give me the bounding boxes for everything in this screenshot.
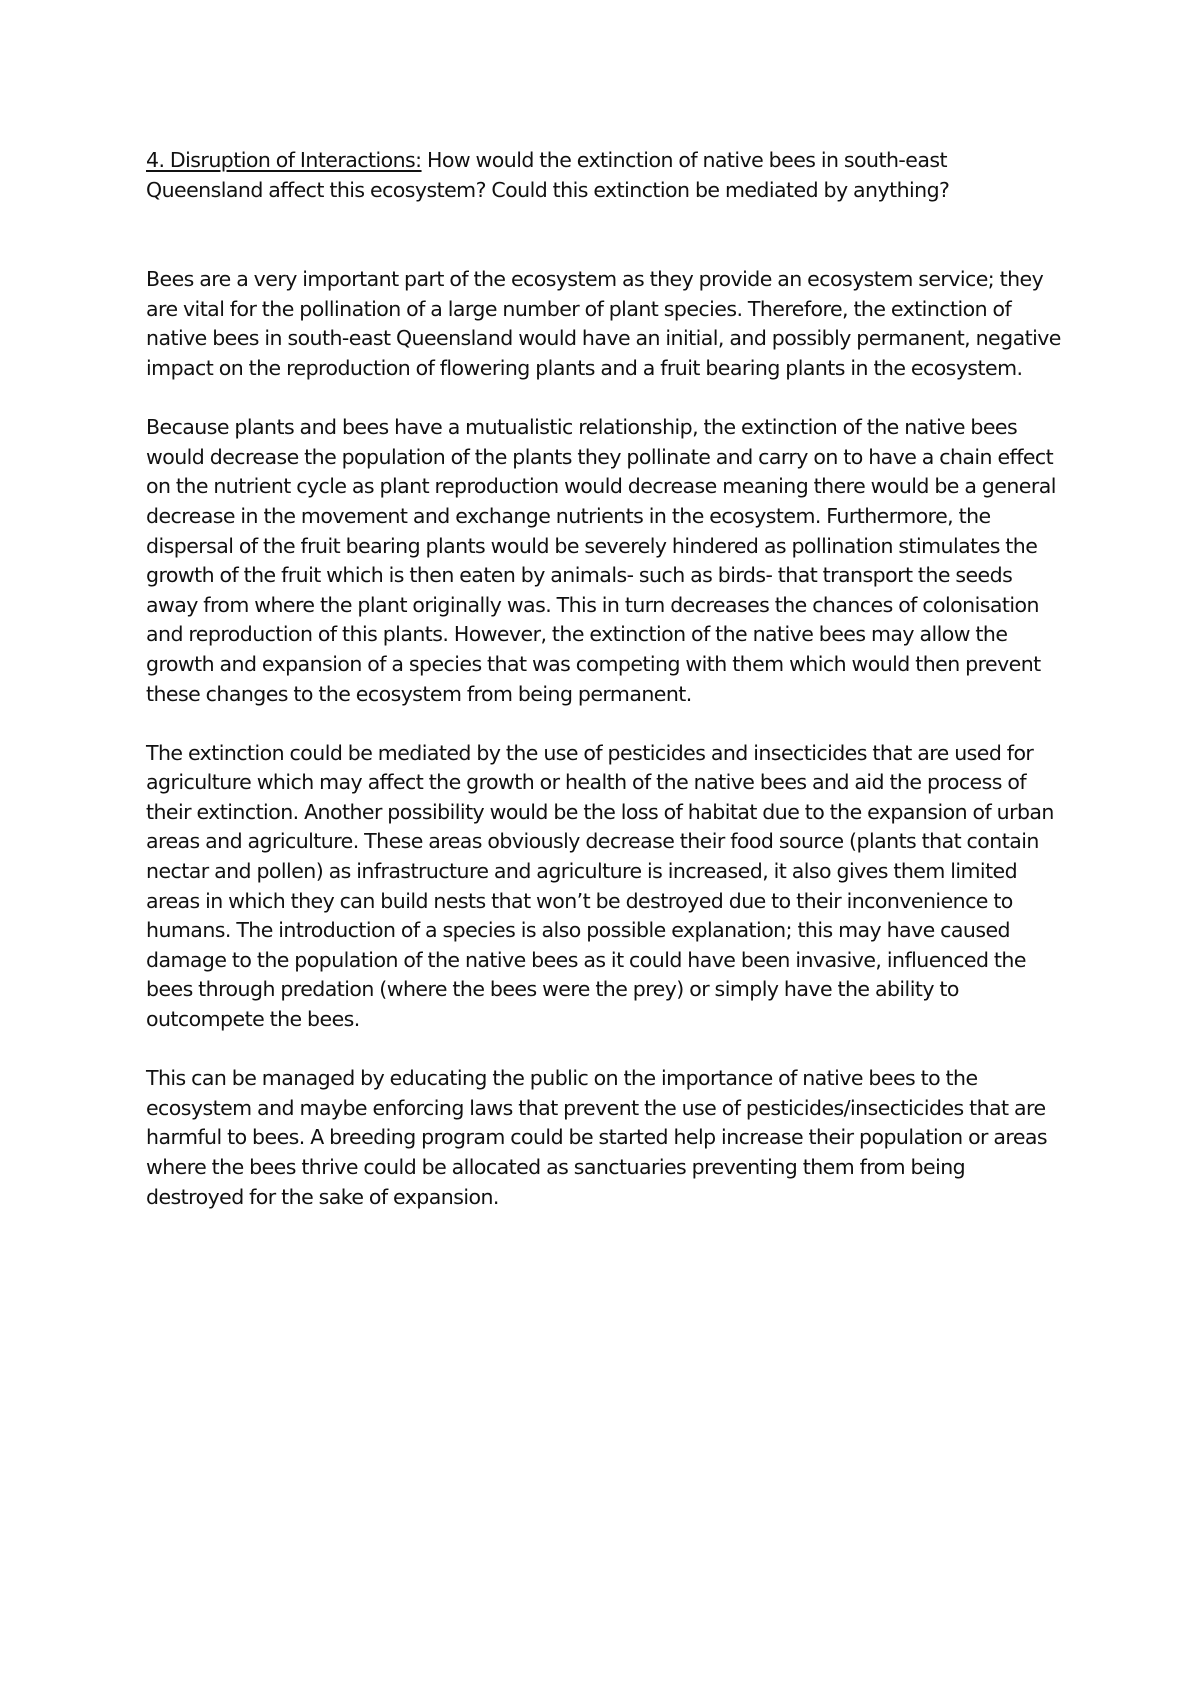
paragraph-mediation-causes: The extinction could be mediated by the use of pesticides and insecticides that are used for agriculture which may affect the growth or health of the native bees and aid the process of their extinction. Another possibility would be the loss of habitat due to the expansion of urban areas and agriculture. These areas obviously decrease their food source (plants that contain nectar and pollen) as infrastructure and agriculture is increased, it also gives them limited areas in which they can build nests that won’t be destroyed due to their inconvenience to humans. The introduction of a species is also possible explanation; this may have caused damage to the population of the native bees as it could have been invasive, influenced the bees through predation (where the bees were the prey) or simply have the ability to outcompete the bees. (146, 740, 1054, 1032)
question-text: How would the extinction of native bees in south-east Queensland affect this ecosystem? Could this extinction be mediated by anything? (146, 148, 950, 202)
paragraph-management: This can be managed by educating the public on the importance of native bees to the ecosystem and maybe enforcing laws that prevent the use of pesticides/insecticides that are harmful to bees. A breeding program could be started help increase their population or areas where the bees thrive could be allocated as sanctuaries preventing them from being destroyed for the sake of expansion. (146, 1066, 1048, 1209)
question-heading (146, 146, 1066, 205)
paragraph-ecosystem-service: Bees are a very important part of the ecosystem as they provide an ecosystem service; they are vital for the pollination of a large number of plant species. Therefore, the extinction of native bees in south-east Queensland would have an initial, and possibly permanent, negative impact on the reproduction of flowering plants and a fruit bearing plants in the ecosystem. (146, 267, 1061, 380)
paragraph-mutualistic-relationship: Because plants and bees have a mutualistic relationship, the extinction of the native bees would decrease the population of the plants they pollinate and carry on to have a chain effect on the nutrient cycle as plant reproduction would decrease meaning there would be a general decrease in the movement and exchange nutrients in the ecosystem. Furthermore, the dispersal of the fruit bearing plants would be severely hindered as pollination stimulates the growth of the fruit which is then eaten by animals- such as birds- that transport the seeds away from where the plant originally was. This in turn decreases the chances of colonisation and reproduction of this plants. However, the extinction of the native bees may allow the growth and expansion of a species that was competing with them which would then prevent these changes to the ecosystem from being permanent. (146, 415, 1056, 706)
document-body (146, 146, 1066, 1242)
question-label: 4. Disruption of Interactions: (146, 148, 422, 172)
